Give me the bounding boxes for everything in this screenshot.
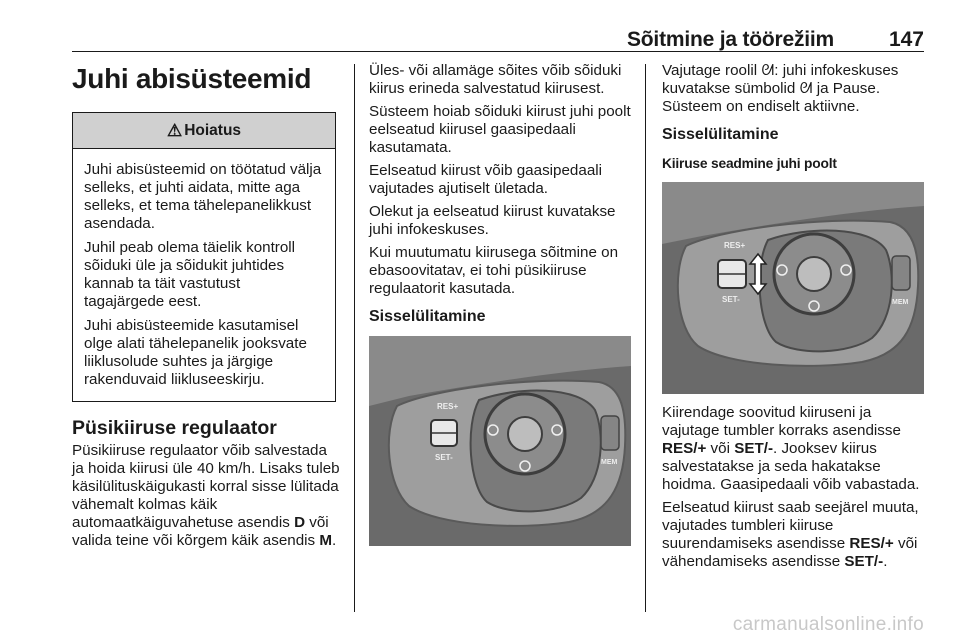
page-title: Juhi abisüsteemid: [72, 63, 312, 94]
adjust-speed-paragraph: Eelseatud kiirust saab seejärel muuta, vajutades tumbleri kiiruse suurendamiseks asendisse RES/+ või vähendamiseks asendisse SET/-.: [662, 499, 919, 570]
watermark: carmanualsonline.info: [732, 614, 924, 635]
header-section-title: Sõitmine ja töörežiim: [627, 28, 834, 51]
res-label: RES+: [437, 402, 459, 411]
steering-wheel-controls-illustration: [662, 182, 924, 394]
gear-d: D: [294, 514, 306, 531]
column-3: [662, 62, 928, 576]
warning-heading: Hoiatus: [184, 121, 242, 139]
cruise-intro-paragraph: Püsikiiruse regulaator võib salvestada ja hoida kiirusi üle 40 km/h. Lisaks tuleb käsilülituskäigukasti korral sisse lülitada vähemalt kolmas käik automaatkäiguvahetuse asendis D või valida teine või kõrgem käik asendis M.: [72, 442, 340, 549]
paragraph: Kui muutumatu kiirusega sõitmine on ebasoovitatav, ei tohi püsikiiruse regulaatorit kasutada.: [369, 244, 619, 297]
column-2: [369, 62, 635, 546]
paragraph: Olekut ja eelseatud kiirust kuvatakse juhi infokeskuses.: [369, 203, 616, 238]
section-heading-activation: Sisselülitamine: [369, 308, 486, 325]
subheading-driver-speed: Kiiruse seadmine juhi poolt: [662, 156, 837, 171]
column-divider: [354, 64, 355, 612]
column-divider: [645, 64, 646, 612]
steering-wheel-controls-illustration: [369, 336, 631, 546]
paragraph: Eelseatud kiirust võib gaasipedaali vajutades ajutiselt ületada.: [369, 162, 603, 197]
set-label: SET-: [435, 453, 453, 462]
page-header: [72, 28, 924, 52]
paragraph: Vajutage roolil ᘛ: juhi infokeskuses kuvatakse sümbolid ᘛ ja Pause. Süsteem on endiselt aktiivne.: [662, 62, 899, 115]
set-speed-paragraph: Kiirendage soovitud kiiruseni ja vajutage tumbler korraks asendisse RES/+ või SET/-. Jooksev kiirus salvestatakse ja seda hakatakse hoidma. Gaasipedaali võib vabastada.: [662, 404, 920, 493]
mem-label: MEM: [601, 459, 618, 466]
warning-paragraph: Juhi abisüsteemid on töötatud välja selleks, et juhti aidata, mitte aga selleks, et tema tähelepanelikkust asendada.: [84, 161, 322, 232]
warning-paragraph: Juhi abisüsteemide kasutamisel olge alati tähelepanelik jooksvate liiklusolude suhtes ja järgige rakenduvaid liikluseeskirju.: [84, 317, 307, 388]
warning-body: [73, 149, 335, 401]
steering-switch-figure: [369, 336, 631, 546]
steering-switch-figure: [662, 182, 924, 394]
paragraph: Süsteem hoiab sõiduki kiirust juhi poolt eelseatud kiirusel gaasipedaali kasutamata.: [369, 103, 631, 156]
section-heading-cruise-control: Püsikiiruse regulaator: [72, 417, 277, 439]
warning-icon: ⚠: [166, 120, 183, 140]
paragraph: Üles- või allamäge sõites võib sõiduki kiirus erineda salvestatud kiirusest.: [369, 62, 622, 97]
warning-box: [72, 112, 336, 402]
section-heading-activation: Sisselülitamine: [662, 126, 779, 143]
page-number: 147: [888, 28, 924, 51]
warning-paragraph: Juhil peab olema täielik kontroll sõiduki üle ja sõidukit juhtides kannab ta täit vastutust tagajärgede eest.: [84, 239, 296, 310]
mem-label: MEM: [892, 299, 909, 306]
warning-header: [73, 113, 335, 149]
set-label: SET-: [722, 295, 740, 304]
res-label: RES+: [724, 241, 746, 250]
column-1: [72, 62, 342, 555]
gear-m: M: [319, 532, 333, 549]
